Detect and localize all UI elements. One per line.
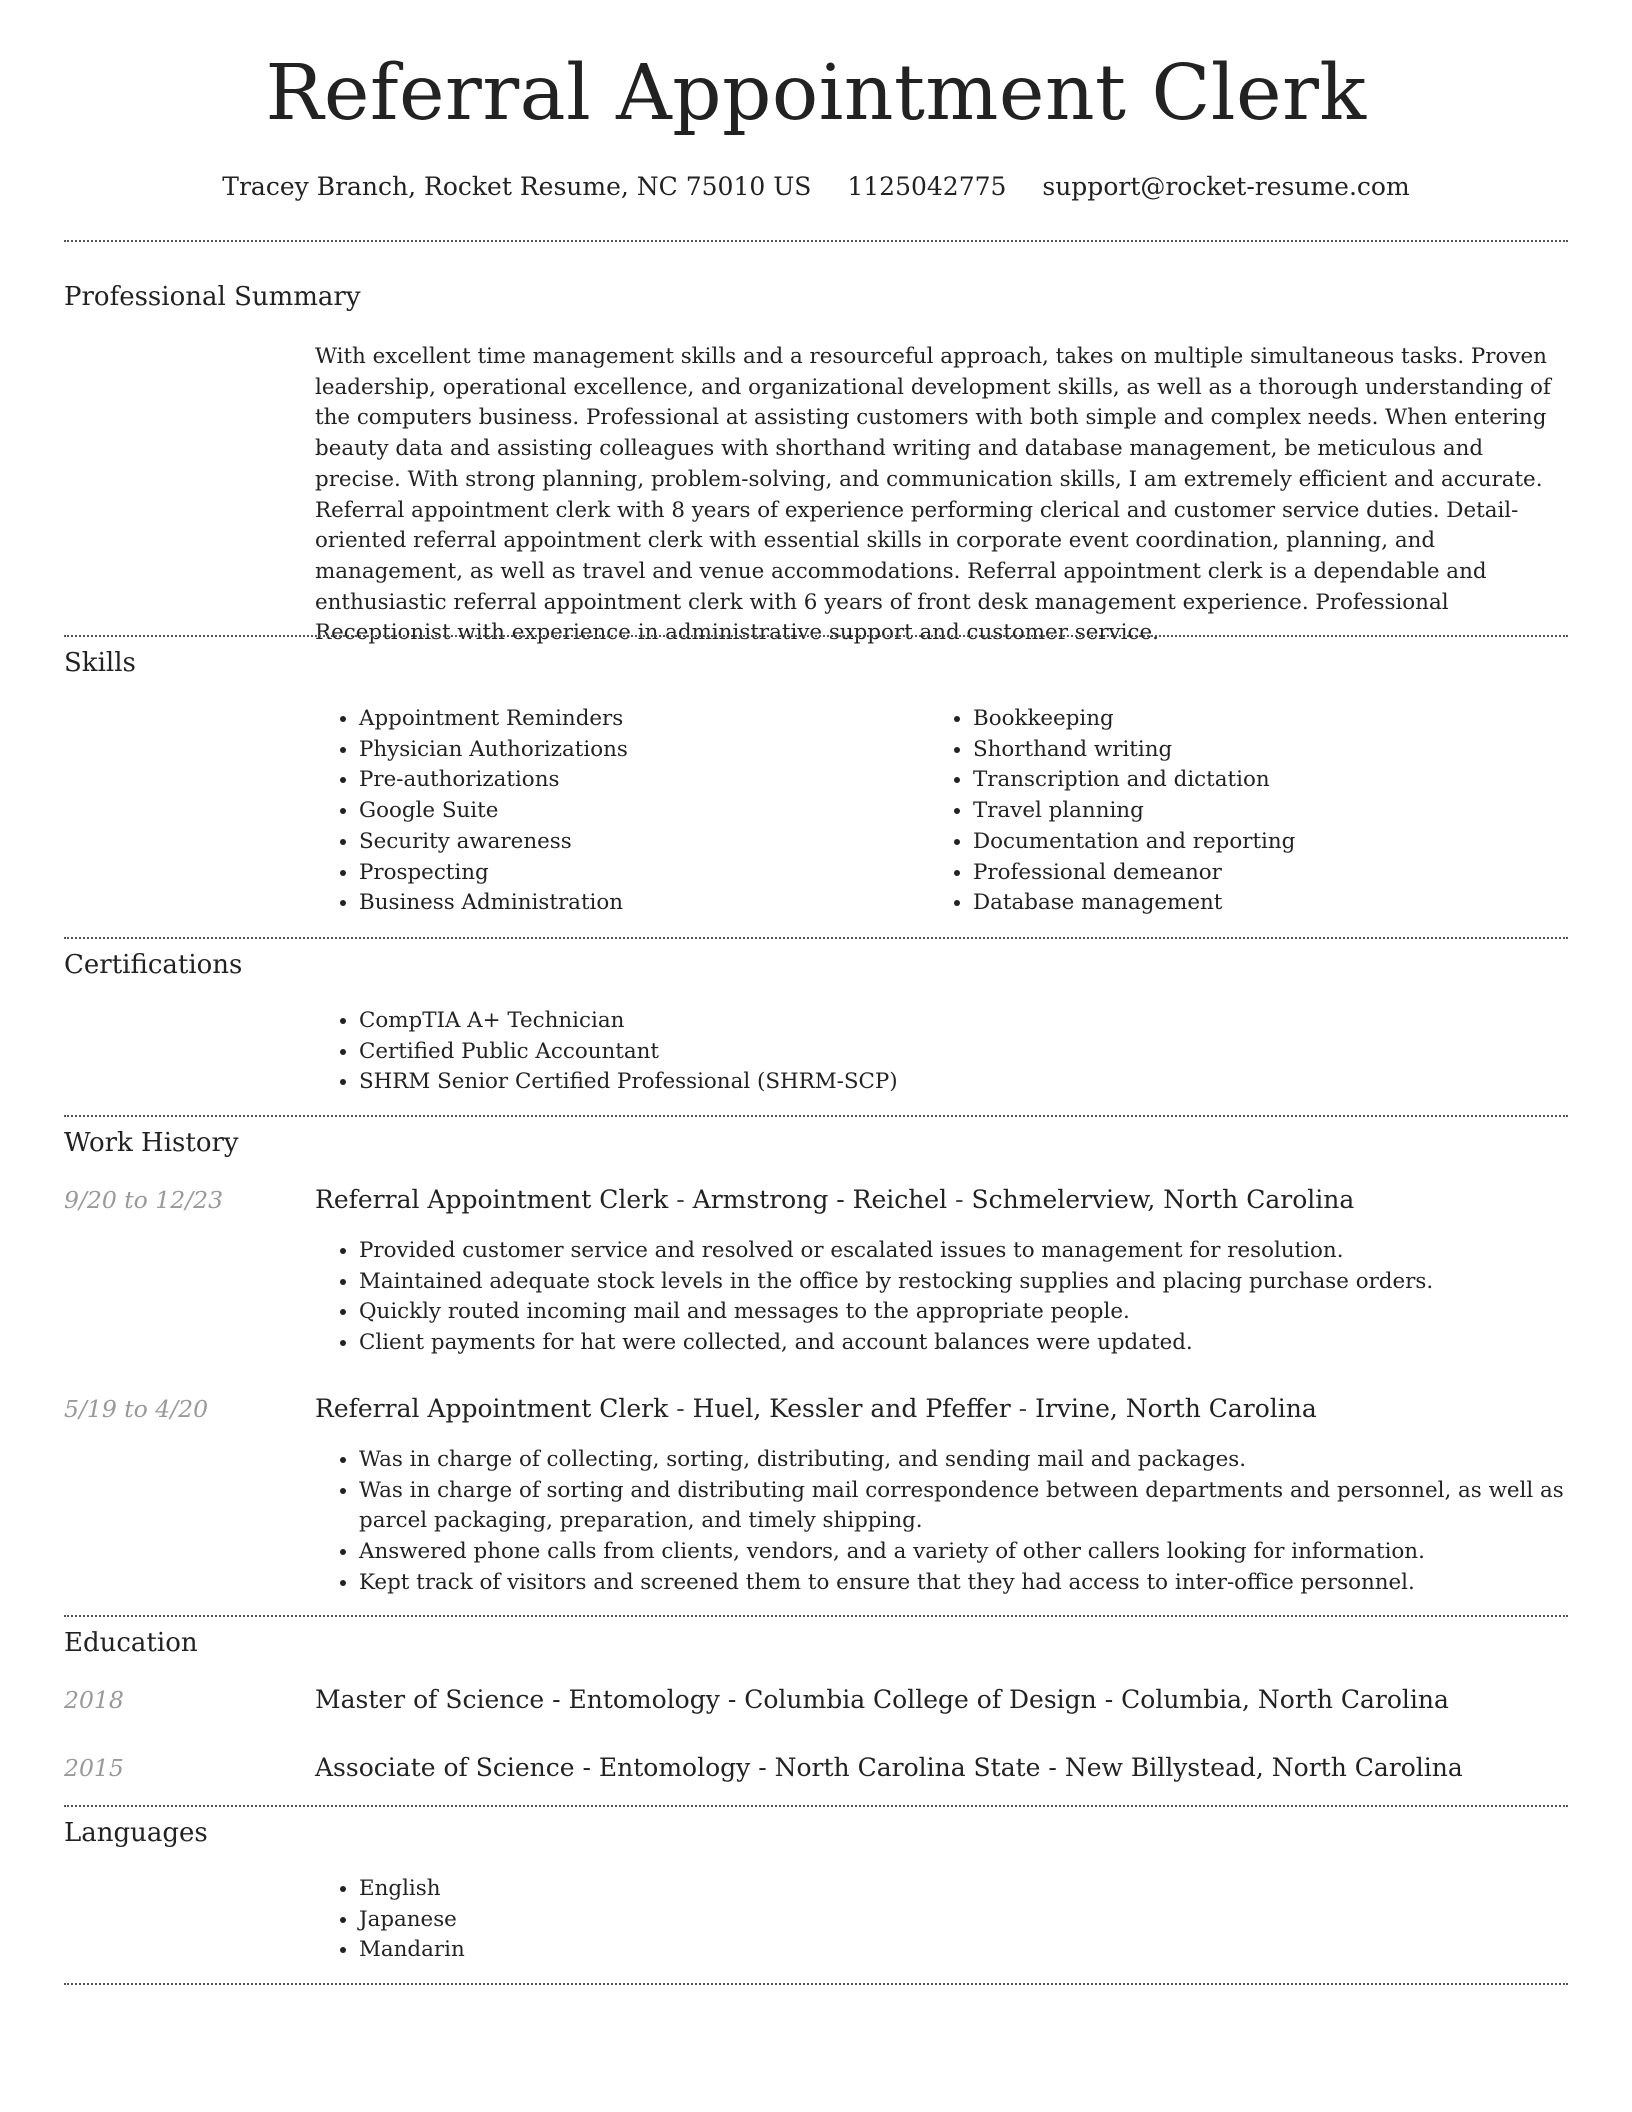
education-heading: Education: [64, 1628, 198, 1658]
contact-phone: 1125042775: [847, 172, 1007, 201]
skills-heading: Skills: [64, 648, 136, 678]
certification-item: • CompTIA A+ Technician: [359, 1006, 1559, 1037]
job-dates: 5/19 to 4/20: [64, 1395, 209, 1423]
education-school: North Carolina State: [774, 1753, 1041, 1782]
job-bullets: [315, 1236, 1612, 1359]
education-degree: Associate of Science: [315, 1753, 575, 1782]
section-divider: [64, 240, 1568, 242]
skill-item: • Business Administration: [359, 888, 919, 919]
separator: -: [1096, 1685, 1122, 1714]
job-heading: [315, 1185, 1354, 1214]
education-field: Entomology: [568, 1685, 720, 1714]
skill-item: • Transcription and dictation: [973, 765, 1593, 796]
job-bullet: • Was in charge of sorting and distributing mail correspondence between departments and personnel, as well as parcel packaging, preparation, and timely shipping.: [359, 1476, 1612, 1537]
skill-item: • Prospecting: [359, 858, 919, 889]
skill-item: • Documentation and reporting: [973, 827, 1593, 858]
language-item: • Mandarin: [359, 1935, 959, 1966]
summary-text: With excellent time management skills and a resourceful approach, takes on multiple simultaneous tasks. Proven leadership, operational excellence, and organizational development skills, as well as a thorough understanding of the computers business. Professional at assisting customers with both simple and complex needs. When entering beauty data and assisting colleagues with shorthand writing and database management, be meticulous and precise. With strong planning, problem-solving, and communication skills, I am extremely efficient and accurate. Referral appointment clerk with 8 years of experience performing clerical and customer service duties. Detail-oriented referral appointment clerk with essential skills in corporate event coordination, planning, and management, as well as travel and venue accommodations. Referral appointment clerk is a dependable and enthusiastic referral appointment clerk with 6 years of front desk management experience. Professional Receptionist with experience in administrative support and customer service.: [315, 344, 1551, 646]
skill-item: • Google Suite: [359, 796, 919, 827]
job-title: Referral Appointment Clerk: [315, 1394, 669, 1423]
job-bullet: • Answered phone calls from clients, vendors, and a variety of other callers looking for information.: [359, 1537, 1612, 1568]
education-year: 2018: [64, 1686, 124, 1714]
education-degree: Master of Science: [315, 1685, 545, 1714]
work-history-heading: Work History: [64, 1128, 239, 1158]
skill-item: • Professional demeanor: [973, 858, 1593, 889]
education-entry: [315, 1753, 1463, 1782]
job-company: Huel, Kessler and Pfeffer: [692, 1394, 1011, 1423]
job-bullet: • Client payments for hat were collected, and account balances were updated.: [359, 1328, 1612, 1359]
summary-heading: Professional Summary: [64, 282, 361, 312]
separator: -: [574, 1753, 599, 1782]
certification-item: • SHRM Senior Certified Professional (SHRM-SCP): [359, 1067, 1559, 1098]
education-year: 2015: [64, 1754, 124, 1782]
contact-email: support@rocket-resume.com: [1042, 172, 1410, 201]
separator: -: [544, 1685, 569, 1714]
section-divider: [64, 635, 1568, 637]
education-location: Columbia, North Carolina: [1121, 1685, 1449, 1714]
education-school: Columbia College of Design: [744, 1685, 1097, 1714]
job-location: Irvine, North Carolina: [1035, 1394, 1317, 1423]
job-bullets: [315, 1445, 1612, 1599]
contact-line: [0, 172, 1632, 201]
section-divider: [64, 937, 1568, 939]
skill-item: • Appointment Reminders: [359, 704, 919, 735]
job-heading: [315, 1394, 1317, 1423]
skills-list-left: [315, 704, 919, 919]
job-bullet: • Quickly routed incoming mail and messages to the appropriate people.: [359, 1297, 1612, 1328]
section-divider: [64, 1805, 1568, 1807]
languages-heading: Languages: [64, 1818, 208, 1848]
skill-item: • Physician Authorizations: [359, 735, 919, 766]
certifications-heading: Certifications: [64, 950, 243, 980]
education-field: Entomology: [598, 1753, 751, 1782]
job-title: Referral Appointment Clerk: [315, 1185, 669, 1214]
skill-item: • Pre-authorizations: [359, 765, 919, 796]
language-item: • English: [359, 1874, 959, 1905]
resume-title: Referral Appointment Clerk: [265, 49, 1367, 138]
certification-item: • Certified Public Accountant: [359, 1037, 1559, 1068]
job-bullet: • Kept track of visitors and screened them to ensure that they had access to inter-office personnel.: [359, 1568, 1612, 1599]
job-company: Armstrong - Reichel: [692, 1185, 948, 1214]
language-item: • Japanese: [359, 1905, 959, 1936]
job-location: Schmelerview, North Carolina: [971, 1185, 1355, 1214]
skill-item: • Security awareness: [359, 827, 919, 858]
job-bullet: • Maintained adequate stock levels in the office by restocking supplies and placing purchase orders.: [359, 1267, 1612, 1298]
skill-item: • Bookkeeping: [973, 704, 1593, 735]
skill-item: • Travel planning: [973, 796, 1593, 827]
education-entry: [315, 1685, 1449, 1714]
section-divider: [64, 1615, 1568, 1617]
separator: -: [1040, 1753, 1065, 1782]
separator: -: [947, 1185, 972, 1214]
job-dates: 9/20 to 12/23: [64, 1186, 224, 1214]
section-divider: [64, 1115, 1568, 1117]
contact-address: Tracey Branch, Rocket Resume, NC 75010 US: [222, 172, 812, 201]
education-location: New Billystead, North Carolina: [1064, 1753, 1463, 1782]
skills-list-right: [929, 704, 1593, 919]
languages-list: [315, 1874, 959, 1966]
section-divider: [64, 1983, 1568, 1985]
job-bullet: • Was in charge of collecting, sorting, distributing, and sending mail and packages.: [359, 1445, 1612, 1476]
separator: -: [719, 1685, 745, 1714]
separator: -: [668, 1185, 693, 1214]
job-bullet: • Provided customer service and resolved or escalated issues to management for resolution.: [359, 1236, 1612, 1267]
separator: -: [668, 1394, 693, 1423]
skill-item: • Shorthand writing: [973, 735, 1593, 766]
separator: -: [1010, 1394, 1036, 1423]
skill-item: • Database management: [973, 888, 1593, 919]
separator: -: [750, 1753, 775, 1782]
certifications-list: [315, 1006, 1559, 1098]
